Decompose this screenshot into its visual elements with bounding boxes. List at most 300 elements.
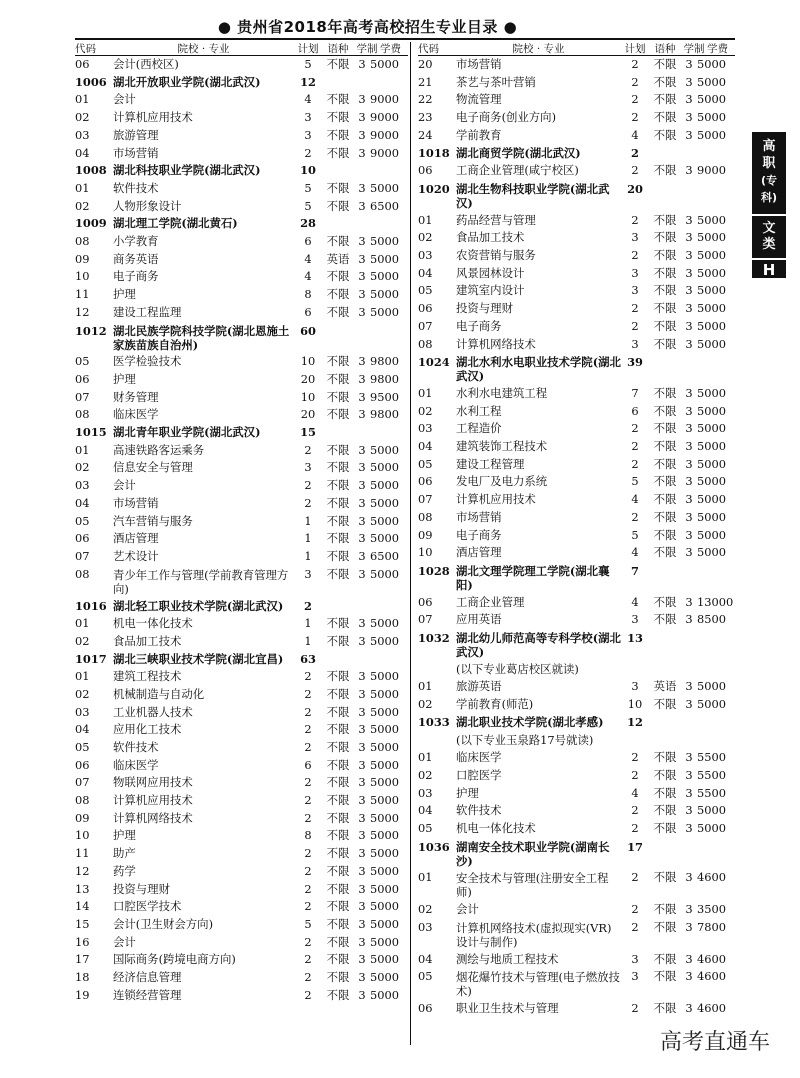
major-row [418,802,735,820]
major-duration: 3 [358,757,366,772]
school-plan: 63 [300,652,316,667]
school-name: 湖北水利水电职业技术学院(湖北武汉) [456,355,621,384]
major-plan: 1 [304,513,312,528]
major-duration: 3 [685,318,693,333]
major-row [75,739,408,757]
major-plan: 5 [631,527,639,542]
major-row [75,863,408,881]
major-fee: 5000 [697,74,726,89]
major-plan: 3 [304,110,312,125]
major-fee: 5000 [370,478,399,493]
major-duration: 3 [358,566,366,581]
major-fee: 5000 [370,633,399,648]
school-name: 湖北职业技术学院(湖北孝感) [456,714,604,729]
page-title: ● 贵州省2018年高考高校招生专业目录 ● [217,18,518,36]
major-name: 食品加工技术 [113,633,182,648]
major-language: 不限 [653,492,677,507]
major-duration: 3 [358,531,366,546]
major-duration: 3 [358,970,366,985]
major-duration: 3 [358,269,366,284]
major-duration: 3 [358,57,366,71]
major-plan: 2 [304,739,312,754]
major-row [75,442,408,460]
school-code: 1032 [418,631,450,646]
side-tab-liberal-arts [752,214,786,258]
major-fee: 9000 [697,163,726,178]
major-row [75,792,408,810]
major-fee: 8500 [697,612,726,627]
major-language: 不限 [326,775,350,790]
school-code: 1006 [75,74,107,89]
major-language: 不限 [653,612,677,627]
major-language: 不限 [326,633,350,648]
major-fee: 5000 [697,301,726,316]
major-code: 07 [418,612,433,627]
major-duration: 3 [685,612,693,627]
school-row [75,597,408,615]
school-code: 1017 [75,652,107,667]
major-fee: 5000 [697,230,726,245]
major-plan: 2 [631,318,639,333]
major-duration: 3 [358,810,366,825]
major-name: 会计 [456,902,479,917]
watermark: 高考直通车 [659,1030,770,1055]
major-row [418,820,735,838]
major-language: 不限 [653,1000,677,1015]
major-code: 12 [75,863,90,878]
major-fee: 5000 [697,110,726,125]
major-plan: 20 [300,407,316,422]
major-name: 临床医学 [113,407,159,422]
major-duration: 3 [685,110,693,125]
major-language: 不限 [326,863,350,878]
side-tab-letter: H [752,258,786,278]
major-duration: 3 [685,439,693,454]
major-name: 职业卫生技术与管理 [456,1000,559,1015]
major-language: 不限 [326,354,350,369]
major-code: 06 [75,57,90,71]
major-row [75,633,408,651]
major-language: 不限 [326,460,350,475]
major-plan: 2 [631,750,639,765]
major-row [75,477,408,495]
major-code: 09 [75,251,90,266]
major-row [418,919,735,951]
major-name: 旅游管理 [113,127,159,142]
school-plan: 20 [627,181,643,196]
major-code: 05 [418,969,433,984]
major-name: 投资与理财 [113,881,170,896]
major-row [75,969,408,987]
major-fee: 5000 [697,385,726,400]
major-language: 不限 [326,704,350,719]
major-duration: 3 [358,881,366,896]
major-fee: 5000 [697,456,726,471]
major-row [75,566,408,598]
major-row [418,1000,735,1018]
major-language: 不限 [653,821,677,836]
major-row [418,318,735,336]
major-code: 02 [418,767,433,782]
school-plan: 7 [631,563,639,578]
major-duration: 3 [358,495,366,510]
major-code: 01 [75,442,90,457]
major-code: 02 [418,230,433,245]
col-name-header: 院校 · 专业 [512,43,565,55]
school-name: 湖北幼儿师范高等专科学校(湖北武汉) [456,631,621,660]
major-plan: 4 [304,92,312,107]
major-row [418,336,735,354]
major-language: 不限 [326,899,350,914]
major-row [75,951,408,969]
campus-note [418,732,735,750]
major-duration: 3 [685,679,693,694]
major-code: 01 [418,870,433,885]
major-plan: 4 [304,269,312,284]
major-code: 11 [75,846,90,861]
major-row [75,495,408,513]
major-language: 不限 [326,180,350,195]
major-fee: 5000 [697,403,726,418]
major-code: 04 [75,495,90,510]
major-language: 不限 [653,265,677,280]
major-row [418,696,735,714]
major-row [418,749,735,767]
major-row [418,594,735,612]
major-code: 05 [75,739,90,754]
school-plan: 12 [627,714,643,729]
school-row [75,424,408,442]
major-row [75,615,408,633]
major-duration: 3 [358,846,366,861]
school-row [418,714,735,732]
major-name: 药学 [113,863,136,878]
school-code: 1020 [418,181,450,196]
major-duration: 3 [685,92,693,107]
school-name: 湖北三峡职业技术学院(湖北宜昌) [113,652,284,667]
major-duration: 3 [358,127,366,142]
major-language: 不限 [326,198,350,213]
major-code: 07 [75,775,90,790]
major-code: 13 [75,881,90,896]
right-column [418,42,735,1018]
major-name: 风景园林设计 [456,265,525,280]
major-code: 23 [418,110,433,125]
major-duration: 3 [685,919,693,934]
major-code: 06 [75,757,90,772]
major-language: 不限 [653,163,677,178]
major-code: 08 [75,407,90,422]
major-row [418,162,735,180]
major-name: 旅游英语 [456,679,502,694]
major-name: 计算机网络技术 [456,336,536,351]
major-plan: 2 [631,767,639,782]
note-text: (以下专业玉泉路17号就读) [456,732,594,747]
major-language: 不限 [653,57,677,71]
major-plan: 3 [631,612,639,627]
major-fee: 6500 [370,548,399,563]
major-duration: 3 [358,110,366,125]
major-fee: 5000 [370,513,399,528]
major-name: 应用化工技术 [113,722,182,737]
major-language: 不限 [653,803,677,818]
col-plan-header: 计划 [624,43,646,55]
major-language: 不限 [326,970,350,985]
major-language: 不限 [326,916,350,931]
school-code: 1018 [418,145,450,160]
major-code: 08 [75,566,90,581]
major-code: 06 [418,1000,433,1015]
major-language: 不限 [653,318,677,333]
major-fee: 5000 [697,474,726,489]
major-plan: 3 [304,566,312,581]
major-language: 不限 [653,545,677,560]
major-plan: 2 [304,669,312,684]
major-row [75,704,408,722]
major-code: 01 [418,212,433,227]
major-fee: 5000 [697,127,726,142]
major-language: 不限 [653,248,677,263]
major-name: 工商企业管理(咸宁校区) [456,163,579,178]
major-language: 不限 [653,439,677,454]
major-row [418,265,735,283]
major-name: 计算机应用技术 [456,492,536,507]
major-plan: 2 [304,686,312,701]
major-fee: 5000 [370,269,399,284]
major-plan: 4 [631,594,639,609]
major-duration: 3 [358,952,366,967]
major-fee: 5500 [697,750,726,765]
major-name: 物流管理 [456,92,502,107]
side-tab-char: (专 [760,174,778,187]
major-name: 工商企业管理 [456,594,525,609]
major-language: 不限 [326,371,350,386]
major-fee: 5000 [370,495,399,510]
major-name: 建筑装饰工程技术 [456,439,548,454]
major-duration: 3 [685,265,693,280]
major-fee: 5000 [370,810,399,825]
school-plan: 2 [304,599,312,614]
major-language: 不限 [326,987,350,1002]
major-fee: 5000 [697,439,726,454]
major-duration: 3 [685,456,693,471]
major-duration: 3 [685,750,693,765]
major-duration: 3 [685,127,693,142]
major-plan: 2 [304,899,312,914]
major-fee: 5000 [370,669,399,684]
major-row [75,548,408,566]
major-plan: 6 [631,403,639,418]
major-fee: 5000 [697,265,726,280]
major-code: 08 [418,336,433,351]
major-duration: 3 [685,230,693,245]
major-name: 计算机应用技术 [113,110,193,125]
major-code: 10 [75,828,90,843]
major-plan: 5 [631,474,639,489]
major-name: 青少年工作与管理(学前教育管理方向) [113,567,289,596]
major-plan: 2 [631,456,639,471]
major-duration: 3 [685,594,693,609]
major-fee: 6500 [370,198,399,213]
major-name: 计算机应用技术 [113,793,193,808]
major-code: 14 [75,899,90,914]
major-plan: 2 [304,722,312,737]
major-name: 小学教育 [113,234,159,249]
major-code: 01 [418,679,433,694]
major-code: 04 [418,803,433,818]
school-plan: 10 [300,163,316,178]
major-name: 汽车营销与服务 [113,513,193,528]
major-name: 机械制造与自动化 [113,686,205,701]
major-name: 酒店管理 [456,545,502,560]
major-row [75,668,408,686]
major-row [418,611,735,629]
major-plan: 2 [631,509,639,524]
major-plan: 2 [304,846,312,861]
major-code: 07 [418,318,433,333]
major-row [75,934,408,952]
major-name: 建设工程监理 [113,304,182,319]
major-row [418,509,735,527]
major-name: 会计 [113,478,136,493]
major-duration: 3 [358,304,366,319]
major-fee: 5000 [697,803,726,818]
major-fee: 5000 [697,336,726,351]
major-plan: 2 [631,74,639,89]
major-code: 10 [75,269,90,284]
major-code: 22 [418,92,433,107]
major-fee: 5000 [697,697,726,712]
col-code-header: 代码 [418,43,439,55]
major-row [75,304,408,322]
header-rule [75,38,735,40]
school-name: 湖北民族学院科技学院(湖北恩施土家族苗族自治州) [113,323,290,352]
major-row [75,530,408,548]
school-plan: 13 [627,631,643,646]
major-fee: 5000 [370,460,399,475]
major-plan: 5 [304,57,312,71]
major-fee: 5000 [697,92,726,107]
major-row [418,901,735,919]
major-fee: 5000 [370,793,399,808]
major-plan: 4 [631,127,639,142]
major-code: 07 [75,389,90,404]
major-code: 05 [418,456,433,471]
major-fee: 5000 [370,251,399,266]
col-lang-header: 语种 [327,43,349,55]
major-duration: 3 [358,722,366,737]
major-duration: 3 [685,385,693,400]
major-duration: 3 [685,821,693,836]
school-code: 1012 [75,323,107,338]
major-row [418,282,735,300]
school-name: 湖北商贸学院(湖北武汉) [456,145,581,160]
major-language: 不限 [653,283,677,298]
major-language: 不限 [326,881,350,896]
major-language: 不限 [326,269,350,284]
major-plan: 2 [304,810,312,825]
major-name: 会计 [113,92,136,107]
major-language: 英语 [326,251,350,266]
major-language: 不限 [326,531,350,546]
major-fee: 3500 [697,902,726,917]
major-duration: 3 [358,513,366,528]
major-row [418,74,735,92]
major-duration: 3 [685,785,693,800]
major-fee: 5000 [697,212,726,227]
major-row [75,513,408,531]
major-plan: 4 [631,785,639,800]
major-plan: 4 [631,545,639,560]
major-language: 不限 [653,951,677,966]
major-duration: 3 [358,669,366,684]
major-plan: 2 [631,92,639,107]
major-row [418,212,735,230]
school-row [418,562,735,594]
major-code: 07 [75,548,90,563]
major-name: 建筑室内设计 [456,283,525,298]
major-row [418,767,735,785]
major-plan: 2 [304,442,312,457]
major-row [75,721,408,739]
major-language: 不限 [653,767,677,782]
major-row [75,286,408,304]
major-fee: 4600 [697,951,726,966]
major-language: 不限 [326,566,350,581]
major-plan: 2 [631,110,639,125]
major-fee: 5000 [370,180,399,195]
major-row [75,810,408,828]
major-row [418,456,735,474]
major-row [418,438,735,456]
major-row [75,459,408,477]
school-plan: 39 [627,355,643,370]
major-row [418,473,735,491]
major-code: 06 [75,371,90,386]
major-plan: 2 [631,821,639,836]
major-code: 04 [418,265,433,280]
major-plan: 2 [304,145,312,160]
major-row [75,268,408,286]
major-language: 不限 [326,110,350,125]
major-name: 护理 [456,785,479,800]
major-duration: 3 [358,686,366,701]
major-plan: 2 [304,495,312,510]
major-row [75,180,408,198]
major-duration: 3 [358,934,366,949]
major-plan: 3 [304,127,312,142]
major-language: 不限 [653,969,677,984]
major-plan: 2 [631,212,639,227]
left-table-body [75,56,408,1005]
major-language: 不限 [326,287,350,302]
major-plan: 2 [631,803,639,818]
major-name: 口腔医学技术 [113,899,182,914]
major-language: 不限 [326,548,350,563]
school-row [418,145,735,163]
major-language: 不限 [326,952,350,967]
major-code: 11 [75,287,90,302]
major-row [75,987,408,1005]
major-plan: 2 [631,439,639,454]
major-duration: 3 [358,704,366,719]
school-code: 1016 [75,599,107,614]
major-fee: 5000 [370,881,399,896]
major-row [75,251,408,269]
col-lang-header: 语种 [654,43,676,55]
major-language: 不限 [326,739,350,754]
school-plan: 2 [631,145,639,160]
